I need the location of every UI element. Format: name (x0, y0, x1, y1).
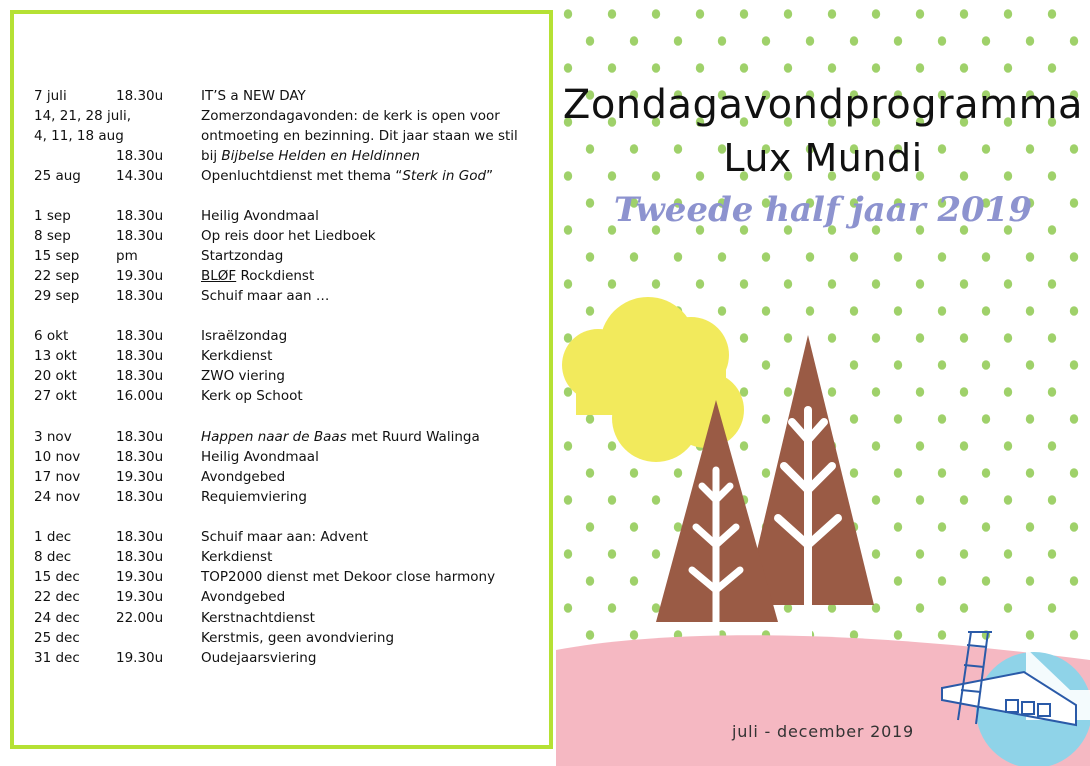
schedule-description: Avondgebed (201, 589, 286, 605)
schedule-description (201, 427, 480, 447)
schedule-description: Requiemviering (201, 489, 307, 505)
schedule-time: 18.30u (116, 328, 164, 344)
schedule-time: 18.30u (116, 429, 164, 445)
schedule-date: 14, 21, 28 juli, (34, 108, 132, 124)
schedule-time: 19.30u (116, 589, 164, 605)
schedule-date: 1 dec (34, 529, 72, 545)
schedule-description: Israëlzondag (201, 328, 288, 344)
schedule-description: Startzondag (201, 248, 284, 264)
schedule-date: 22 dec (34, 589, 80, 605)
schedule-date: 24 dec (34, 610, 80, 626)
cover-title-line2: Lux Mundi (723, 136, 923, 180)
schedule-description: Kerk op Schoot (201, 388, 303, 404)
schedule-time: 18.30u (116, 208, 164, 224)
schedule-date: 6 okt (34, 328, 69, 344)
schedule-time: 18.30u (116, 368, 164, 384)
schedule-description: TOP2000 dienst met Dekoor close harmony (201, 569, 496, 585)
schedule-time: 18.30u (116, 148, 164, 164)
schedule-time: 18.30u (116, 489, 164, 505)
schedule-time: 22.00u (116, 610, 164, 626)
schedule-date: 8 sep (34, 228, 71, 244)
schedule-description: Heilig Avondmaal (201, 449, 319, 465)
schedule-date: 17 nov (34, 469, 81, 485)
schedule-time: 19.30u (116, 569, 164, 585)
schedule-description-part: BLØF (201, 268, 237, 284)
schedule-description: Heilig Avondmaal (201, 208, 319, 224)
schedule-description-part: Openluchtdienst met thema “ (201, 168, 403, 184)
schedule-description-part: Bijbelse Helden en Heldinnen (221, 148, 420, 164)
schedule-date: 20 okt (34, 368, 77, 384)
cover-panel (556, 0, 1090, 766)
schedule-date: 3 nov (34, 429, 72, 445)
schedule-description: Schuif maar aan … (201, 288, 330, 304)
schedule-description-part: bij (201, 148, 222, 164)
schedule-time: 18.30u (116, 348, 164, 364)
schedule-description: Zomerzondagavonden: de kerk is open voor (201, 108, 500, 124)
schedule-description (201, 266, 314, 286)
schedule-panel (10, 10, 553, 749)
schedule-date: 29 sep (34, 288, 80, 304)
schedule-date: 25 dec (34, 630, 80, 646)
schedule-date: 10 nov (34, 449, 81, 465)
schedule-date: 4, 11, 18 aug (34, 128, 124, 144)
schedule-description: ontmoeting en bezinning. Dit jaar staan we stil (201, 128, 518, 144)
schedule-date: 27 okt (34, 388, 77, 404)
schedule-description: Oudejaarsviering (201, 650, 317, 666)
cover-subtitle: Tweede half jaar 2019 (613, 190, 1033, 230)
schedule-time: 19.30u (116, 268, 164, 284)
schedule-time: pm (116, 248, 138, 264)
schedule-time: 19.30u (116, 469, 164, 485)
schedule-time: 18.30u (116, 88, 164, 104)
schedule-description: Kerstnachtdienst (201, 610, 315, 626)
schedule-time: 16.00u (116, 388, 164, 404)
schedule-date: 13 okt (34, 348, 77, 364)
schedule-date: 8 dec (34, 549, 72, 565)
schedule-date: 15 dec (34, 569, 80, 585)
schedule-description (201, 166, 493, 186)
schedule-date: 15 sep (34, 248, 80, 264)
schedule-description-part: Rockdienst (236, 268, 315, 284)
schedule-date: 31 dec (34, 650, 80, 666)
schedule-description: Avondgebed (201, 469, 286, 485)
schedule-description: Schuif maar aan: Advent (201, 529, 369, 545)
schedule-time: 18.30u (116, 449, 164, 465)
schedule-time: 18.30u (116, 228, 164, 244)
schedule-description-part: ” (486, 168, 494, 184)
schedule-time: 14.30u (116, 168, 164, 184)
schedule-description-part: Happen naar de Baas (201, 429, 347, 445)
cover-title-line1: Zondagavondprogramma (562, 82, 1084, 128)
schedule-date: 7 juli (34, 88, 67, 104)
schedule-description: Kerkdienst (201, 348, 273, 364)
schedule-date: 22 sep (34, 268, 80, 284)
schedule-time: 18.30u (116, 288, 164, 304)
schedule-description: IT’S a NEW DAY (201, 88, 306, 104)
schedule-description: Op reis door het Liedboek (201, 228, 376, 244)
schedule-date: 24 nov (34, 489, 81, 505)
schedule-date: 25 aug (34, 168, 81, 184)
schedule-description (201, 146, 420, 166)
schedule-description: ZWO viering (201, 368, 285, 384)
schedule-description: Kerkdienst (201, 549, 273, 565)
schedule-time: 18.30u (116, 529, 164, 545)
schedule-description-part: Sterk in God (402, 168, 487, 184)
cover-date-range: juli - december 2019 (731, 722, 915, 741)
schedule-time: 18.30u (116, 549, 164, 565)
schedule-description-part: met Ruurd Walinga (346, 429, 480, 445)
schedule-date: 1 sep (34, 208, 71, 224)
schedule-description: Kerstmis, geen avondviering (201, 630, 395, 646)
schedule-time: 19.30u (116, 650, 164, 666)
